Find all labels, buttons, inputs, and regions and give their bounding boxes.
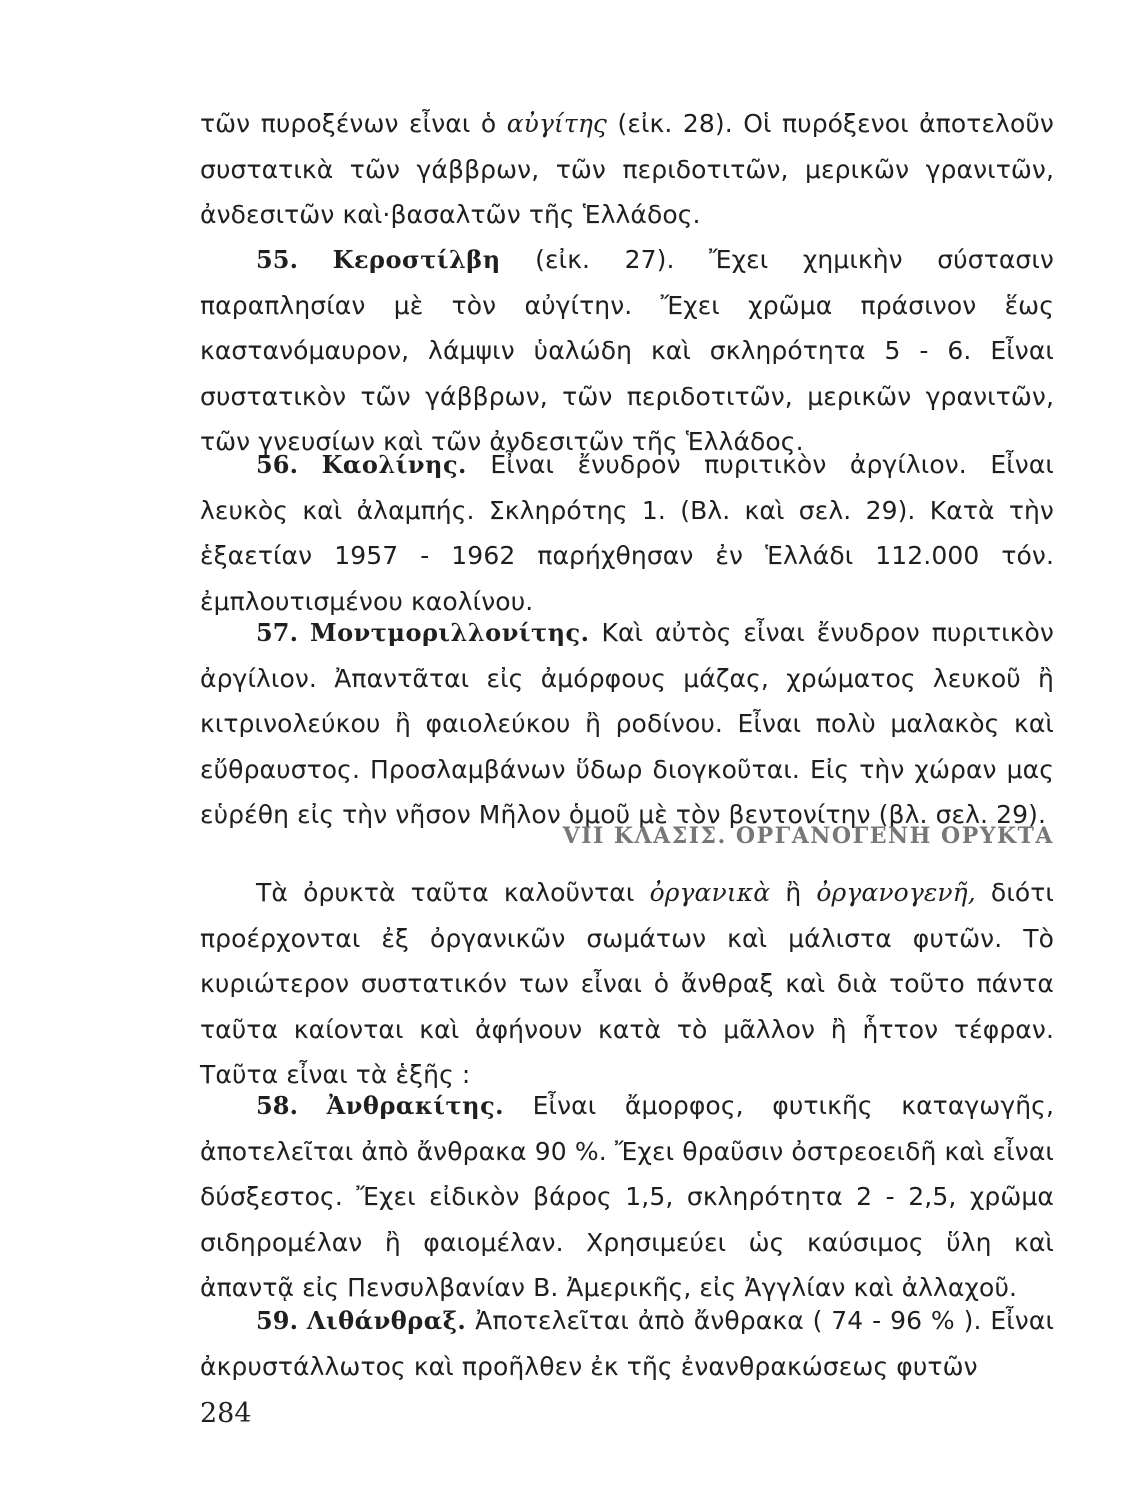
- entry-55-text: (εἰκ. 27). Ἔχει χημικὴν σύστασιν παραπλησίαν μὲ τὸν αὐγίτην. Ἔχει χρῶμα πράσινον ἕως καστανόμαυρον, λάμψιν ὑαλώδη καὶ σκληρότητα 5 - 6. Εἶναι συστατικὸν τῶν γάββρων, τῶν περιδοτιτῶν, μερικῶν γρανιτῶν, τῶν γνευσίων καὶ τῶν ἀνδεσιτῶν τῆς Ἑλλάδος.: [200, 245, 1054, 456]
- entry-58: [200, 1083, 1054, 1311]
- intro-text-2: (εἰκ. 28). Οἱ πυρόξενοι ἀποτελοῦν συστατικὰ τῶν γάββρων, τῶν περιδοτιτῶν, μερικῶν γρανιτῶν, ἀνδεσιτῶν καὶ·βασαλτῶν τῆς Ἑλλάδος.: [200, 109, 1054, 229]
- entry-57-text: Καὶ αὐτὸς εἶναι ἔνυδρον πυριτικὸν ἀργίλιον. Ἀπαντᾶται εἰς ἀμόρφους μάζας, χρώματος λευκοῦ ἢ κιτρινολεύκου ἢ φαιολεύκου ἢ ροδίνου. Εἶναι πολὺ μαλακὸς καὶ εὔθραυστος. Προσλαμβάνων ὕδωρ διογκοῦται. Εἰς τὴν χώραν μας εὑρέθη εἰς τὴν νῆσον Μῆλον ὁμοῦ μὲ τὸν βεντονίτην (βλ. σελ. 29).: [200, 618, 1054, 829]
- entry-56-number: 56.: [256, 450, 299, 479]
- entry-55-term: Κεροστίλβη: [332, 245, 501, 274]
- entry-59-term: Λιθάνθραξ.: [306, 1306, 467, 1335]
- section-text-2: διότι προέρχονται ἐξ ὀργανικῶν σωμάτων καὶ μάλιστα φυτῶν. Τὸ κυριώτερον συστατικόν των εἶναι ὁ ἄνθραξ καὶ διὰ τοῦτο πάντα ταῦτα καίονται καὶ ἀφήνουν κατὰ τὸ μᾶλλον ἢ ἧττον τέφραν. Ταῦτα εἶναι τὰ ἑξῆς :: [200, 878, 1054, 1089]
- section-intro: [200, 870, 1054, 1098]
- entry-59-text: Ἀποτελεῖται ἀπὸ ἄνθρακα ( 74 - 96 % ). Εἶναι ἀκρυστάλλωτος καὶ προῆλθεν ἐκ τῆς ἐνανθρακώσεως φυτῶν: [200, 1306, 1055, 1381]
- entry-55-number: 55.: [256, 245, 299, 274]
- section-italic-1: ὀργανικὰ: [649, 878, 771, 907]
- entry-58-text: Εἶναι ἄμορφος, φυτικῆς καταγωγῆς, ἀποτελεῖται ἀπὸ ἄνθρακα 90 %. Ἔχει θραῦσιν ὀστρεοειδῆ καὶ εἶναι δύσξεστος. Ἔχει εἰδικὸν βάρος 1,5, σκληρότητα 2 - 2,5, χρῶμα σιδηρομέλαν ἢ φαιομέλαν. Χρησιμεύει ὡς καύσιμος ὕλη καὶ ἀπαντᾷ εἰς Πενσυλβανίαν Β. Ἀμερικῆς, εἰς Ἀγγλίαν καὶ ἀλλαχοῦ.: [200, 1091, 1054, 1302]
- entry-59: [200, 1298, 1054, 1389]
- entry-58-term: Ἀνθρακίτης.: [326, 1091, 505, 1120]
- intro-italic-term: αὐγίτης: [506, 109, 608, 138]
- entry-59-number: 59.: [256, 1306, 299, 1335]
- intro-text-1: τῶν πυροξένων εἶναι ὁ: [200, 109, 507, 138]
- entry-57-number: 57.: [256, 618, 299, 647]
- entry-55: [200, 237, 1054, 465]
- intro-paragraph: [200, 101, 1054, 238]
- entry-56-term: Καολίνης.: [321, 450, 467, 479]
- entry-57-term: Μοντμοριλλονίτης.: [310, 618, 590, 647]
- section-mid: ἢ: [770, 878, 817, 907]
- entry-56-text: Εἶναι ἔνυδρον πυριτικὸν ἀργίλιον. Εἶναι λευκὸς καὶ ἀλαμπής. Σκληρότης 1. (Βλ. καὶ σελ. 29). Κατὰ τὴν ἑξαετίαν 1957 - 1962 παρήχθησαν ἐν Ἑλλάδι 112.000 τόν. ἐμπλουτισμένου καολίνου.: [200, 450, 1054, 616]
- page-number: 284: [200, 1398, 252, 1429]
- section-text-1: Τὰ ὀρυκτὰ ταῦτα καλοῦνται: [256, 878, 650, 907]
- section-heading: VII ΚΛΑΣΙΣ. ΟΡΓΑΝΟΓΕΝΗ ΟΡΥΚΤΑ: [562, 823, 1054, 849]
- entry-56: [200, 442, 1054, 624]
- section-italic-2: ὀργανογενῆ,: [816, 878, 976, 907]
- entry-58-number: 58.: [256, 1091, 299, 1120]
- entry-57: [200, 610, 1054, 838]
